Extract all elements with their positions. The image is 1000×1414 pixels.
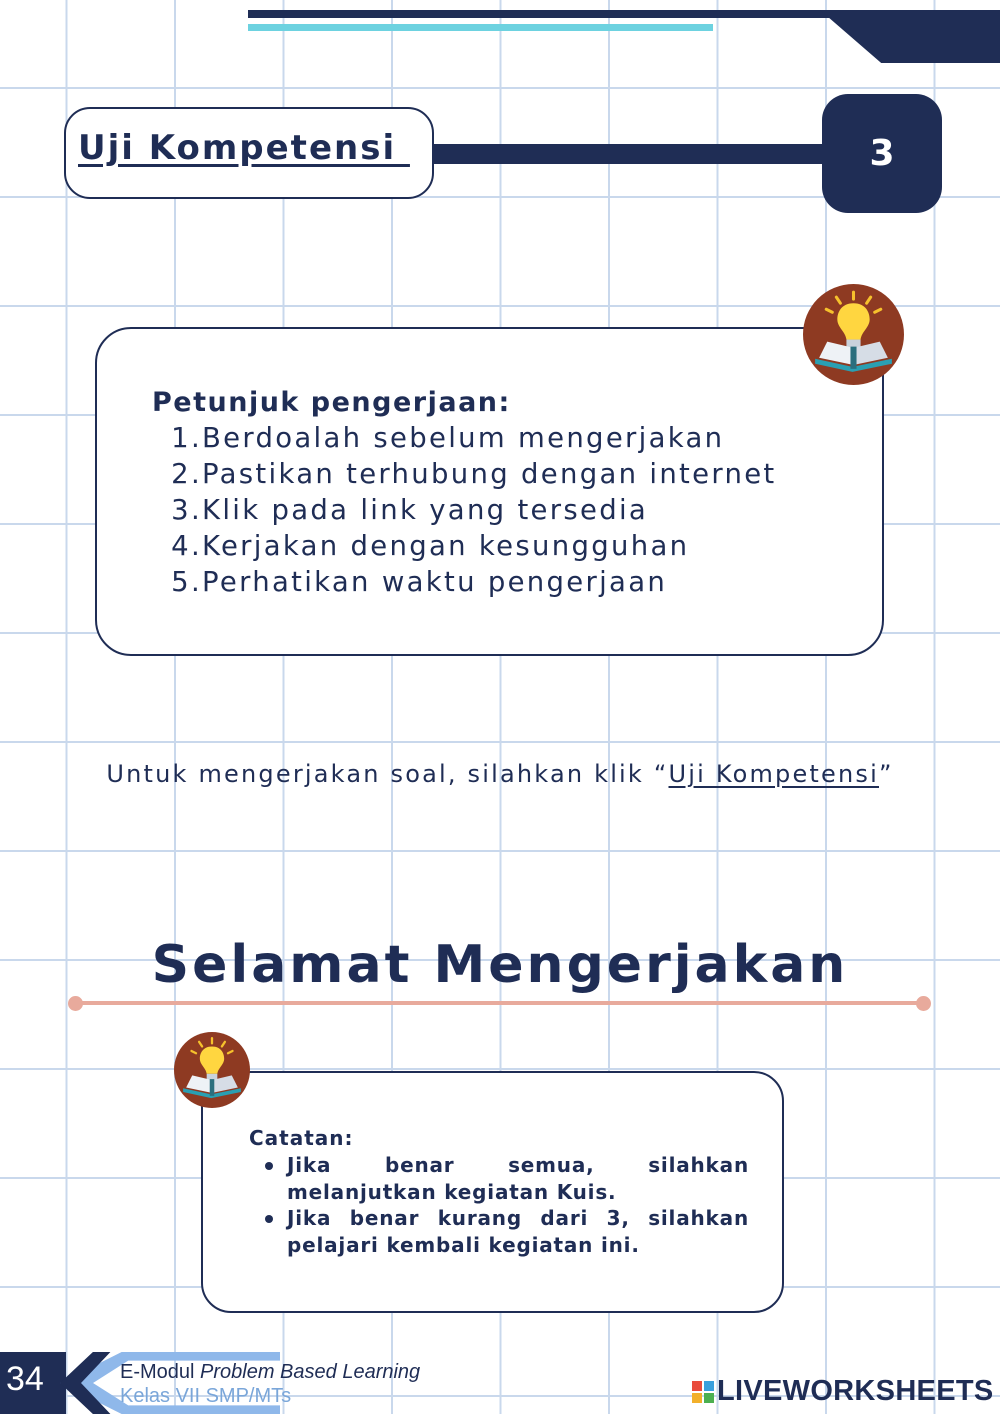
top-decor-line-dark	[248, 10, 848, 18]
divider-line	[76, 1001, 924, 1005]
step-text: Berdoalah sebelum mengerjakan	[202, 422, 725, 454]
list-item	[150, 456, 777, 492]
divider-dot-left	[68, 996, 83, 1011]
liveworksheets-logo[interactable]	[692, 1375, 994, 1408]
instructions-list	[150, 420, 777, 600]
divider-dot-right	[916, 996, 931, 1011]
footer-class: Kelas VII SMP/MTs	[120, 1385, 292, 1407]
step-number: 3.	[171, 494, 202, 526]
note-item: Jika benar semua, silahkan melanjutkan kegiatan Kuis.	[287, 1153, 749, 1204]
lightbulb-book-icon	[174, 1032, 250, 1108]
bullet-icon	[265, 1162, 273, 1170]
prompt-line	[0, 760, 1000, 788]
page-number: 34	[6, 1360, 44, 1398]
step-text: Kerjakan dengan kesungguhan	[202, 530, 690, 562]
note-item: Jika benar kurang dari 3, silahkan pelajari kembali kegiatan ini.	[287, 1206, 749, 1257]
step-number: 4.	[171, 530, 202, 562]
list-item	[150, 420, 777, 456]
logo-letter	[692, 1381, 702, 1391]
bullet-icon	[265, 1215, 273, 1223]
title-bar	[420, 144, 840, 164]
logo-grid-icon	[692, 1381, 714, 1403]
step-text: Pastikan terhubung dengan internet	[202, 458, 777, 490]
top-decor-corner	[820, 10, 1000, 63]
step-number: 2.	[171, 458, 202, 490]
step-number: 5.	[171, 566, 202, 598]
lightbulb-book-icon	[803, 284, 904, 385]
logo-letter	[692, 1393, 702, 1403]
step-number: 1.	[171, 422, 202, 454]
closing-heading: Selamat Mengerjakan	[151, 935, 849, 995]
footer-module-title	[120, 1361, 420, 1384]
instructions-heading: Petunjuk pengerjaan:	[152, 387, 511, 418]
note-title: Catatan:	[249, 1126, 354, 1150]
list-item	[150, 564, 777, 600]
list-item	[150, 492, 777, 528]
section-number-badge: 3	[822, 94, 942, 213]
uji-kompetensi-link[interactable]: Uji Kompetensi	[668, 760, 879, 788]
prompt-prefix: Untuk mengerjakan soal, silahkan klik “	[106, 760, 669, 788]
logo-letter	[704, 1393, 714, 1403]
step-text: Perhatikan waktu pengerjaan	[202, 566, 668, 598]
logo-text: LIVEWORKSHEETS	[717, 1375, 994, 1407]
logo-letter	[704, 1381, 714, 1391]
footer-module-prefix: E-Modul	[120, 1361, 201, 1383]
step-text: Klik pada link yang tersedia	[202, 494, 649, 526]
top-decor-line-cyan	[248, 24, 713, 31]
prompt-suffix: ”	[879, 760, 894, 788]
page-title: Uji Kompetensi	[78, 128, 410, 168]
list-item	[150, 528, 777, 564]
footer-module-italic: Problem Based Learning	[200, 1361, 421, 1383]
